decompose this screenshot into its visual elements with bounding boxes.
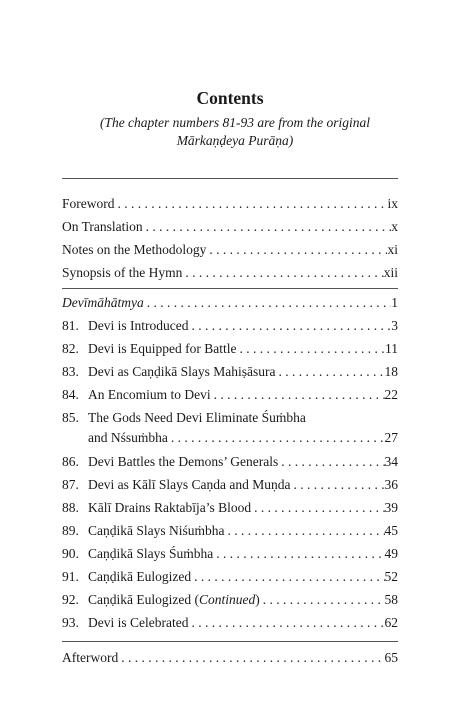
entry-page: 36: [384, 477, 398, 492]
chapter-number: 84.: [62, 387, 79, 402]
toc-entry-chapter-93[interactable]: [62, 615, 398, 635]
toc-entry-chapter-85-continued[interactable]: [62, 430, 398, 450]
entry-title: Synopsis of the Hymn: [62, 265, 183, 280]
entry-title: Devi is Introduced: [88, 318, 189, 333]
dot-leader: [115, 196, 388, 212]
toc-entry-foreword[interactable]: [62, 196, 398, 216]
dot-leader: [168, 430, 385, 446]
chapter-number: 93.: [62, 615, 79, 630]
entry-title: Devi as Caṇḍikā Slays Mahiṣāsura: [88, 364, 276, 379]
chapter-number: 87.: [62, 477, 79, 492]
dot-leader: [118, 650, 384, 666]
dot-leader: [225, 523, 385, 539]
chapter-number: 85.: [62, 410, 79, 425]
toc-entry-methodology[interactable]: [62, 242, 398, 262]
dot-leader: [236, 341, 385, 357]
entry-title: On Translation: [62, 219, 143, 234]
entry-title: Devīmāhātmya: [62, 295, 144, 310]
entry-title: Devi is Celebrated: [88, 615, 189, 630]
toc-entry-chapter-88[interactable]: [62, 500, 398, 520]
dot-leader: [188, 318, 391, 334]
entry-title: Afterword: [62, 650, 119, 665]
entry-page: 1: [391, 295, 398, 310]
entry-page: x: [391, 219, 398, 234]
chapter-number: 88.: [62, 500, 79, 515]
entry-title-line2: and Nśsuṁbha: [88, 430, 168, 445]
dot-leader: [143, 219, 392, 235]
dot-leader: [182, 265, 383, 281]
entry-page: 45: [384, 523, 398, 538]
toc-entry-on-translation[interactable]: [62, 219, 398, 239]
entry-title: Notes on the Methodology: [62, 242, 207, 257]
entry-title: An Encomium to Devi: [88, 387, 211, 402]
dot-leader: [213, 546, 384, 562]
dot-leader: [278, 454, 384, 470]
toc-entry-chapter-91[interactable]: [62, 569, 398, 589]
dot-leader: [188, 615, 384, 631]
toc-entry-afterword[interactable]: [62, 650, 398, 670]
entry-page: 22: [384, 387, 398, 402]
entry-title: Foreword: [62, 196, 115, 211]
chapter-number: 86.: [62, 454, 79, 469]
entry-page: 11: [385, 341, 398, 356]
dot-leader: [206, 242, 387, 258]
entry-page: 58: [384, 592, 398, 607]
entry-title-italic: Continued: [198, 592, 256, 607]
chapter-number: 82.: [62, 341, 79, 356]
entry-page: xi: [387, 242, 398, 257]
entry-page: 49: [384, 546, 398, 561]
dot-leader: [275, 364, 384, 380]
toc-entry-chapter-87[interactable]: [62, 477, 398, 497]
chapter-number: 83.: [62, 364, 79, 379]
entry-title: Caṇḍikā Slays Śuṁbha: [88, 546, 214, 561]
entry-page: 39: [384, 500, 398, 515]
dot-leader: [260, 592, 385, 608]
toc-entry-chapter-82[interactable]: [62, 341, 398, 361]
toc-entry-chapter-81[interactable]: [62, 318, 398, 338]
entry-page: 34: [384, 454, 398, 469]
entry-page: 52: [384, 569, 398, 584]
toc-entry-chapter-89[interactable]: [62, 523, 398, 543]
chapter-number: 89.: [62, 523, 79, 538]
divider-middle: [62, 288, 398, 289]
toc-entry-chapter-84[interactable]: [62, 387, 398, 407]
chapter-number: 92.: [62, 592, 79, 607]
chapter-number: 90.: [62, 546, 79, 561]
divider-bottom: [62, 641, 398, 642]
entry-page: xii: [383, 265, 398, 280]
entry-title: Devi Battles the Demons’ Generals: [88, 454, 279, 469]
entry-page: 27: [384, 430, 398, 445]
dot-leader: [144, 295, 392, 311]
entry-page: 18: [384, 364, 398, 379]
divider-top: [62, 178, 398, 179]
page-title: Contents: [196, 88, 264, 108]
toc-entry-synopsis[interactable]: [62, 265, 398, 285]
dot-leader: [191, 569, 384, 585]
dot-leader: [251, 500, 384, 516]
toc-entry-chapter-90[interactable]: [62, 546, 398, 566]
toc-entry-chapter-83[interactable]: [62, 364, 398, 384]
chapter-number: 81.: [62, 318, 79, 333]
entry-title: Caṇḍikā Eulogized: [88, 569, 192, 584]
entry-title: Devi is Equipped for Battle: [88, 341, 237, 356]
entry-title: Kālī Drains Raktabīja’s Blood: [88, 500, 252, 515]
chapter-number: 91.: [62, 569, 79, 584]
entry-title: The Gods Need Devi Eliminate Śuṁbha: [88, 410, 306, 425]
toc-entry-devimahatmya[interactable]: [62, 295, 398, 315]
toc-entry-chapter-85[interactable]: [62, 410, 398, 430]
entry-title: Devi as Kālī Slays Caṇda and Muṇda: [88, 477, 291, 492]
entry-title: Caṇḍikā Slays Niśuṁbha: [88, 523, 225, 538]
entry-page: 65: [384, 650, 398, 665]
subtitle-line: (The chapter numbers 81-93 are from the original: [99, 115, 371, 130]
entry-page: 62: [384, 615, 398, 630]
entry-page: ix: [387, 196, 398, 211]
entry-page: 3: [391, 318, 398, 333]
toc-entry-chapter-92[interactable]: [62, 592, 398, 612]
dot-leader: [290, 477, 384, 493]
entry-title: Caṇḍikā Eulogized (Continued): [88, 592, 260, 607]
dot-leader: [211, 387, 385, 403]
toc-entry-chapter-86[interactable]: [62, 454, 398, 474]
subtitle-line: Mārkaṇḍeya Purāṇa): [176, 133, 294, 148]
